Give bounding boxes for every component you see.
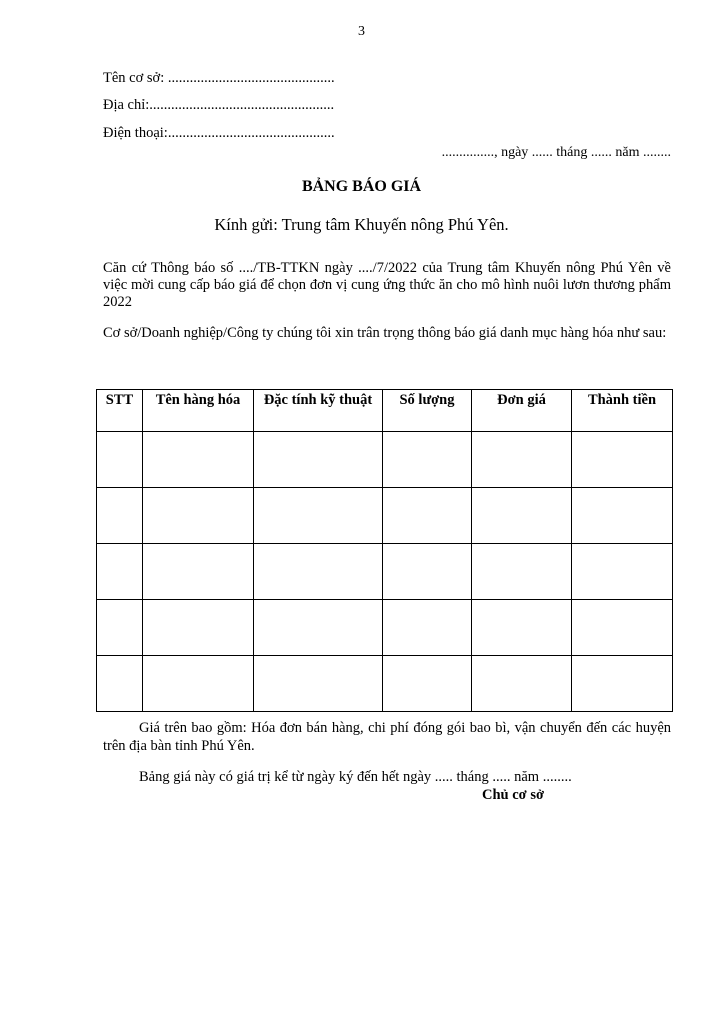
table-cell [254,544,383,600]
table-cell [143,488,254,544]
header-quantity: Số lượng [383,390,472,432]
table-cell [472,656,572,712]
facility-name-field: Tên cơ sở: .............................................. [103,70,335,86]
page-number: 3 [358,24,365,39]
table-row [97,656,673,712]
table-cell [383,600,472,656]
header-total: Thành tiền [572,390,673,432]
table-cell [143,656,254,712]
table-cell [254,656,383,712]
table-cell [472,600,572,656]
phone-field: Điện thoại:.............................................. [103,125,335,141]
table-body [97,432,673,712]
table-header-row [97,390,673,432]
validity-note: Bảng giá này có giá trị kể từ ngày ký đến hết ngày ..... tháng ..... năm ........ [139,769,572,785]
table-cell [254,600,383,656]
basis-paragraph: Căn cứ Thông báo số ..../TB-TTKN ngày ..../7/2022 của Trung tâm Khuyến nông Phú Yên về việc mời cung cấp báo giá để chọn đơn vị cung ứng thức ăn cho mô hình nuôi lươn thương phẩm 2022 [103,260,671,310]
table-cell [143,432,254,488]
intro-paragraph: Cơ sở/Doanh nghiệp/Công ty chúng tôi xin trân trọng thông báo giá danh mục hàng hóa như sau: [103,325,667,341]
table-row [97,600,673,656]
table-cell [97,432,143,488]
table-row [97,544,673,600]
included-note: Giá trên bao gồm: Hóa đơn bán hàng, chi phí đóng gói bao bì, vận chuyển đến các huyện trên địa bàn tỉnh Phú Yên. [103,720,671,754]
table-cell [572,656,673,712]
table-cell [572,488,673,544]
table-cell [383,656,472,712]
signer-label: Chủ cơ sở [482,787,544,803]
table-cell [143,544,254,600]
table-cell [572,544,673,600]
date-line: ..............., ngày ...... tháng ...... năm ........ [441,145,671,160]
header-unit-price: Đơn giá [472,390,572,432]
table-cell [254,432,383,488]
table-row [97,488,673,544]
header-specifications: Đặc tính kỹ thuật [254,390,383,432]
quote-table [96,389,673,712]
table-cell [383,488,472,544]
document-title: BẢNG BÁO GIÁ [301,178,422,195]
table-cell [472,488,572,544]
table-cell [97,656,143,712]
table-cell [97,600,143,656]
table-cell [572,432,673,488]
table-cell [472,432,572,488]
table-cell [97,544,143,600]
table-cell [254,488,383,544]
table-cell [383,544,472,600]
address-field: Địa chỉ:................................................... [103,97,335,113]
table-cell [472,544,572,600]
table-row [97,432,673,488]
table-cell [97,488,143,544]
recipient-line: Kính gửi: Trung tâm Khuyến nông Phú Yên. [214,215,509,234]
header-item-name: Tên hàng hóa [143,390,254,432]
table-cell [143,600,254,656]
table-cell [383,432,472,488]
table-cell [572,600,673,656]
header-stt: STT [97,390,143,432]
